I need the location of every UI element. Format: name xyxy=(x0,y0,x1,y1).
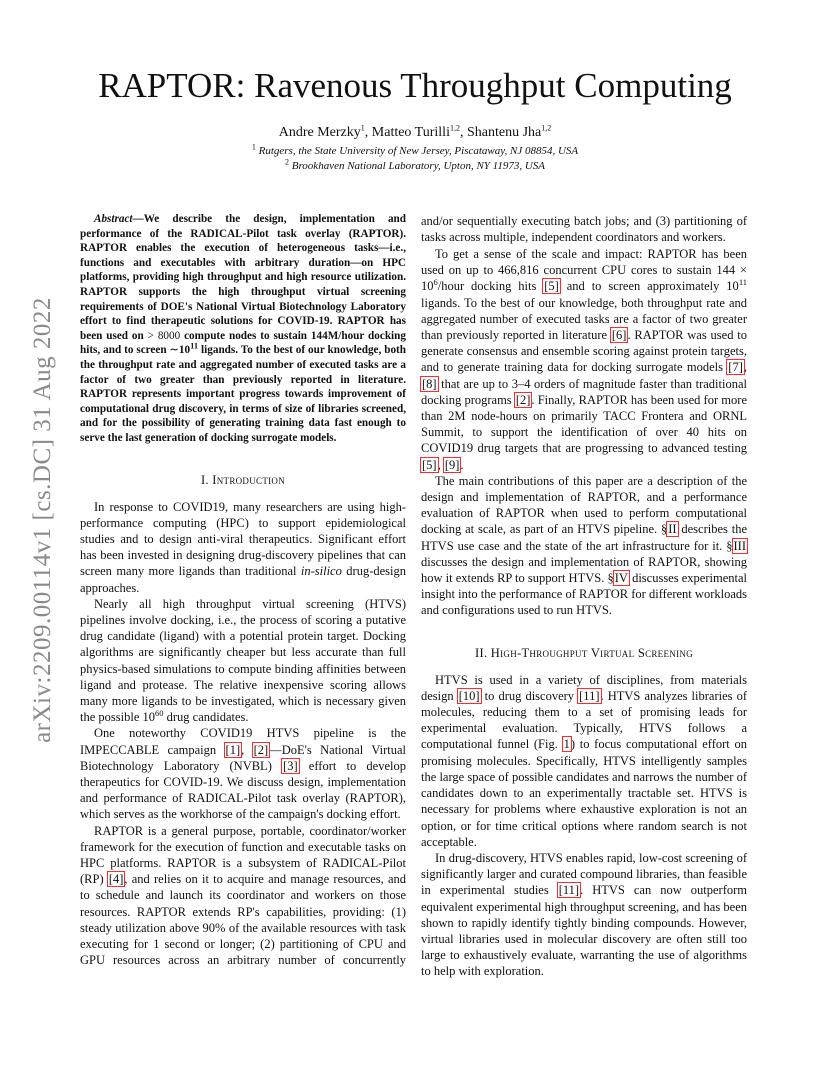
citation-link[interactable]: [3] xyxy=(283,758,298,773)
citation-link[interactable]: [5] xyxy=(422,457,437,472)
author-name: Matteo Turilli xyxy=(371,125,450,140)
paragraph: Nearly all high throughput virtual screening (HTVS) pipelines involve docking, i.e., the process of scoring a putative drug candidate (ligand) with a potential protein target. Docking algorithms are significantly cheaper but less accurate than full physics-based simulations to compute binding affinities between ligand and protease. The relative inexpensive scoring allows many more ligands to be investigated, which is necessary given the possible $10^{60}$ drug candidates. xyxy=(80,596,406,725)
citation-link[interactable]: [9] xyxy=(444,457,460,472)
citation-link[interactable]: [11] xyxy=(579,688,600,703)
affiliation: $^2$ Brookhaven National Laboratory, Upton, NY 11973, USA xyxy=(284,157,546,172)
author-name: Andre Merzky xyxy=(278,125,361,140)
citation-link[interactable]: [1] xyxy=(225,742,241,757)
section-heading-introduction: I. Introduction xyxy=(200,472,286,487)
citation-link[interactable]: [6] xyxy=(611,328,627,343)
paragraph: In response to COVID19, many researchers are using high-performance computing (HPC) to support epidemiological studies and to design anti-viral therapeutics. Significant effort has been invested in designing drug-discovery pipelines that can screen many more ligands than traditional in-silico drug-design approaches. xyxy=(80,499,406,595)
author-affiliation-mark: 1 xyxy=(360,123,365,133)
section-link[interactable]: IV xyxy=(614,571,628,586)
citation-link[interactable]: [2] xyxy=(515,392,531,407)
paragraph-split: RAPTOR is a general purpose, portable, coordinator/worker framework for the execution of function and executable tasks on HPC platforms. RAPTOR is a subsystem of RADICAL-Pilot (RP) [4], and relies on it to acquire and manage resources, and to schedule and launch its coordinator and workers on those resources. RAPTOR extends RP's capabilities, providing: (1) steady utilization above 90% of the available resources with task executing for 1 second or longer; (2) partitioning of CPU and GPU resources across an arbitrary number of concurrently xyxy=(80,823,406,968)
left-column xyxy=(80,212,406,968)
abstract-label: Abstract xyxy=(94,213,133,225)
paragraph: The main contributions of this paper are a description of the design and implementation of RAPTOR, and a performance evaluation of RAPTOR when used to perform computational docking at scale, as part of an HTVS pipeline. §II describes the HTVS use case and the state of the art infrastructure for it. §III discusses the design and implementation of RAPTOR, showing how it extends RP to support HTVS. §IV discusses experimental insight into the performance of RAPTOR for different workloads and configurations used to run HTVS. xyxy=(421,473,747,618)
citation-link[interactable]: [10] xyxy=(458,688,480,703)
citation-link[interactable]: [8] xyxy=(422,376,437,391)
section-heading-htvs: II. High-Throughput Virtual Screening xyxy=(475,645,693,660)
right-column xyxy=(421,212,747,980)
citation-link[interactable]: [7] xyxy=(728,360,743,375)
citation-link[interactable]: [11] xyxy=(558,883,580,898)
paragraph: To get a sense of the scale and impact: RAPTOR has been used on up to 466,816 concurrent CPU cores to sustain $144 \times 10^6$/hour docking hits [5] and to screen approximately $10^{11}$ ligands. To the best of our knowledge, both throughput rate and aggregated number of executed tasks are a factor of two greater than previously reported in literature [6]. RAPTOR was used to generate consensus and ensemble scoring against protein targets, and to generate training data for docking surrogate models [7], [8] that are up to 3–4 orders of magnitude faster than traditional docking programs [2]. Finally, RAPTOR has been used for more than 2M node-hours on primarily TACC Frontera and ORNL Summit, to support the identification of over 40 hits on COVID19 drug targets that are progressing to advanced testing [5], [9]. xyxy=(421,247,747,472)
affiliation: $^1$ Rutgers, the State University of New Jersey, Piscataway, NJ 08854, USA xyxy=(251,142,579,157)
author-affiliation-mark: 1,2 xyxy=(449,123,460,133)
affiliation-list xyxy=(80,144,750,174)
author-affiliation-mark: 1,2 xyxy=(541,123,552,133)
section-link[interactable]: III xyxy=(733,538,746,553)
paper-title: RAPTOR: Ravenous Throughput Computing xyxy=(98,66,732,105)
abstract: Abstract—We describe the design, implementation and performance of the RADICAL-Pilot task overlay (RAPTOR). RAPTOR enables the execution of heterogeneous tasks—i.e., functions and executables with arbitrary duration—on HPC platforms, providing high throughput and high resource utilization. RAPTOR supports the high throughput virtual screening requirements of DOE's National Virtual Biotechnology Laboratory effort to find therapeutic solutions for COVID-19. RAPTOR has been used on > 8000 compute nodes to sustain 144M/hour docking hits, and to screen $\sim 10^{11}$ ligands. To the best of our knowledge, both the throughput rate and aggregated number of executed tasks are a factor of two greater than previously reported in literature. RAPTOR represents important progress towards improvement of computational drug discovery, in terms of size of libraries screened, and for the possibility of generating training data fast enough to serve the last generation of docking surrogate models. xyxy=(80,213,406,444)
author-list: Andre Merzky$^1$, Matteo Turilli$^{1,2}$, Shantenu Jha$^{1,2}$ xyxy=(278,123,552,140)
author-name: Shantenu Jha xyxy=(466,125,542,140)
citation-link[interactable]: [4] xyxy=(108,872,124,887)
citation-link[interactable]: [2] xyxy=(253,742,269,757)
citation-link[interactable]: [5] xyxy=(544,279,559,294)
paragraph-continued: and/or sequentially executing batch jobs; and (3) partitioning of tasks across multiple, independent coordinators and workers. xyxy=(421,213,747,244)
paragraph: HTVS is used in a variety of disciplines, from materials design [10] to drug discovery [11]. HTVS analyzes libraries of molecules, reducing them to a set of promising leads for experimental evaluation. Typically, HTVS follows a computational funnel (Fig. 1) to focus computational effort on promising molecules. Specifically, HTVS intelligently samples the large space of possible candidates and narrows the number of candidates down to an experimentally tractable set. HTVS is necessary for problems where exhaustive exploration is not an option, or for time critical options where random search is not acceptable. xyxy=(421,672,748,849)
paragraph: In drug-discovery, HTVS enables rapid, low-cost screening of significantly larger and curated compound libraries, than feasible in experimental studies [11]. HTVS can now outperform equivalent experimental high throughput screening, and has been shown to rapidly identify tightly binding compounds. However, virtual libraries used in molecular discovery are often still too large to exhaustively evaluate, warranting the use of algorithms to help with exploration. xyxy=(421,850,747,979)
figure-link[interactable]: 1 xyxy=(563,737,570,752)
arxiv-side-stamp xyxy=(26,280,60,760)
section-link[interactable]: II xyxy=(668,522,677,537)
paragraph: One noteworthy COVID19 HTVS pipeline is the IMPECCABLE campaign [1], [2]—DoE's National Virtual Biotechnology Laboratory (NVBL) [3] effort to develop therapeutics for COVID-19. We discuss design, implementation and performance of RADICAL-Pilot task overlay (RAPTOR), which serves as the workhorse of the campaign's docking effort. xyxy=(80,726,407,822)
arxiv-identifier: arXiv:2209.00114v1 [cs.DC] 31 Aug 2022 xyxy=(29,297,56,743)
